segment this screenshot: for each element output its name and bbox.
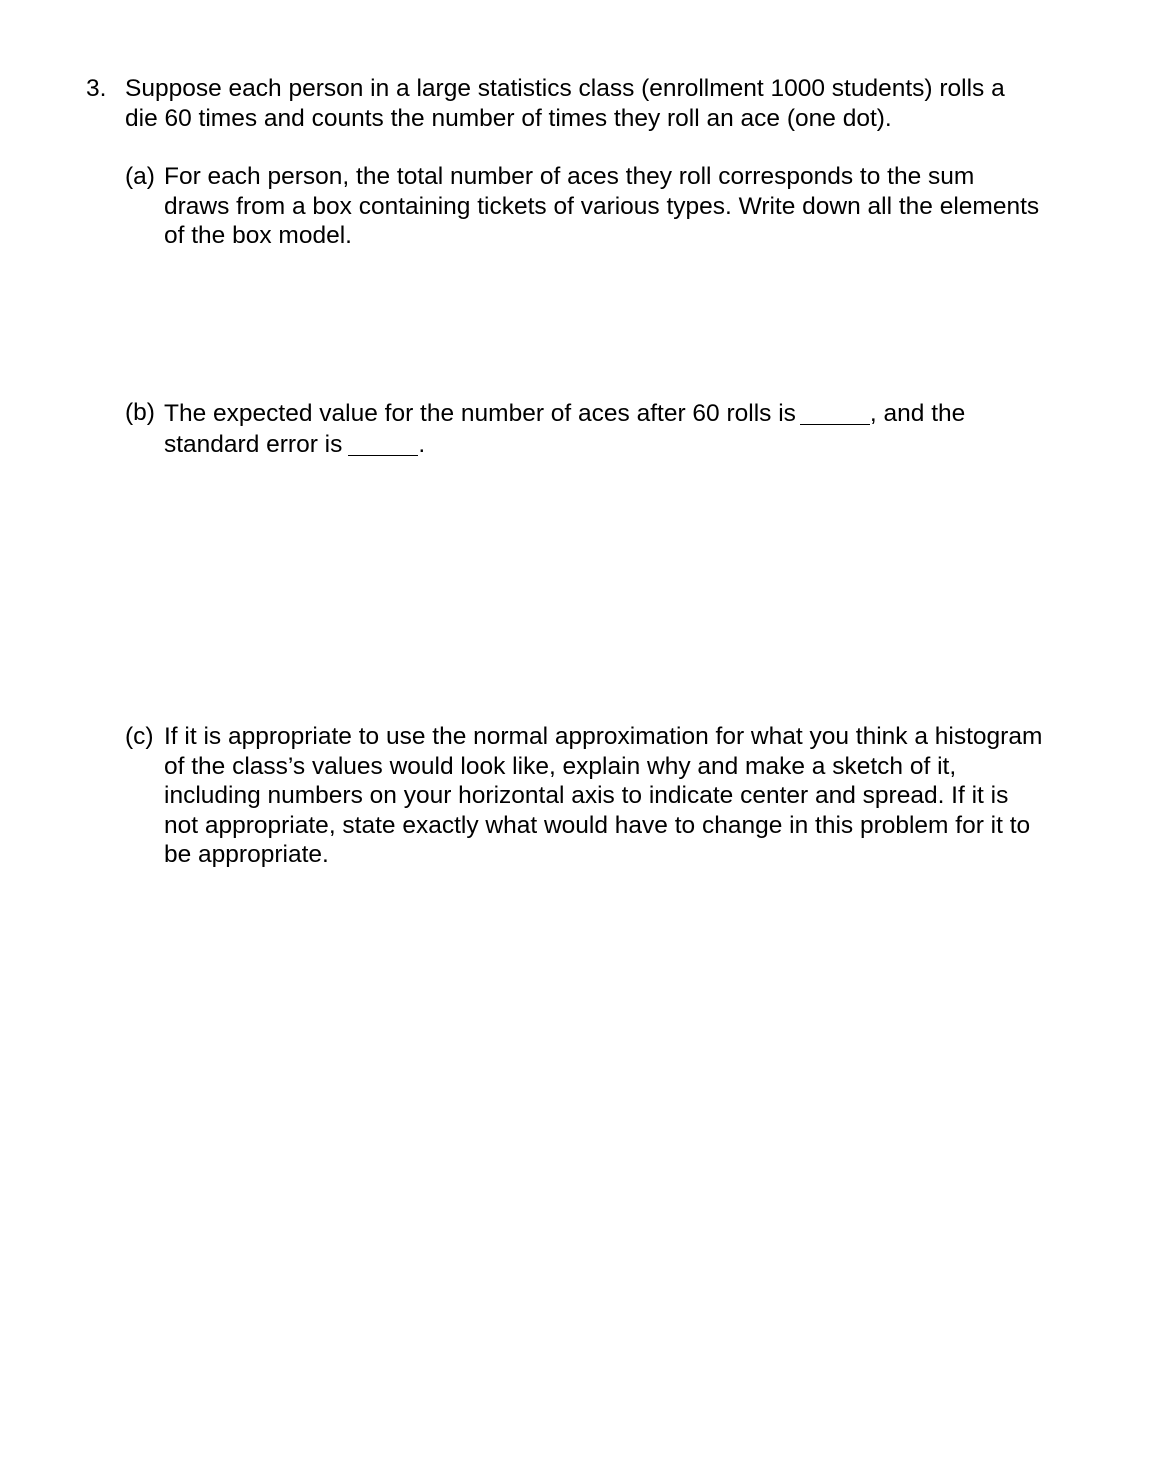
part-a-text: [164, 162, 1104, 251]
part-b-label: (b): [125, 399, 155, 426]
part-b-text: [164, 398, 1104, 459]
part-a-line-1: For each person, the total number of aces they roll corresponds to the sum: [164, 163, 975, 190]
part-c-text: [164, 722, 1104, 870]
part-c-line-4: not appropriate, state exactly what would have to change in this problem for it to: [164, 811, 1031, 839]
part-c-line-2: of the class’s values would look like, explain why and make a sketch of it,: [164, 752, 957, 780]
part-b-line-2-tail: .: [418, 430, 426, 458]
part-b-line-2: [164, 429, 1104, 460]
part-c-line-1: If it is appropriate to use the normal approximation for what you think a histogram: [164, 723, 1043, 750]
problem-3: [86, 74, 1086, 133]
problem-number: 3.: [86, 75, 107, 102]
expected-value-blank[interactable]: [800, 402, 870, 425]
part-a-line-2: draws from a box containing tickets of various types. Write down all the elements: [164, 192, 1040, 220]
part-a-line-3: of the box model.: [164, 222, 352, 249]
part-b-line-1: [164, 398, 1104, 429]
part-c-line-5: be appropriate.: [164, 841, 329, 868]
part-a-label: (a): [125, 163, 155, 190]
part-c-line-3: including numbers on your horizontal axis to indicate center and spread. If it is: [164, 782, 1009, 809]
part-b: [125, 398, 1105, 459]
problem-statement: [125, 74, 1085, 133]
part-a: [125, 162, 1105, 251]
part-b-expected-value-text: The expected value for the number of aces after 60 rolls is: [164, 400, 796, 427]
part-b-line-1-tail: , and the: [869, 400, 966, 427]
problem-line-2: die 60 times and counts the number of times they roll an ace (one dot).: [125, 104, 892, 132]
problem-line-1: Suppose each person in a large statistics class (enrollment 1000 students) rolls a: [125, 75, 1005, 102]
part-c: [125, 722, 1105, 870]
part-c-label: (c): [125, 723, 154, 750]
standard-error-blank[interactable]: [348, 433, 418, 456]
part-b-standard-error-text: standard error is: [164, 430, 343, 458]
